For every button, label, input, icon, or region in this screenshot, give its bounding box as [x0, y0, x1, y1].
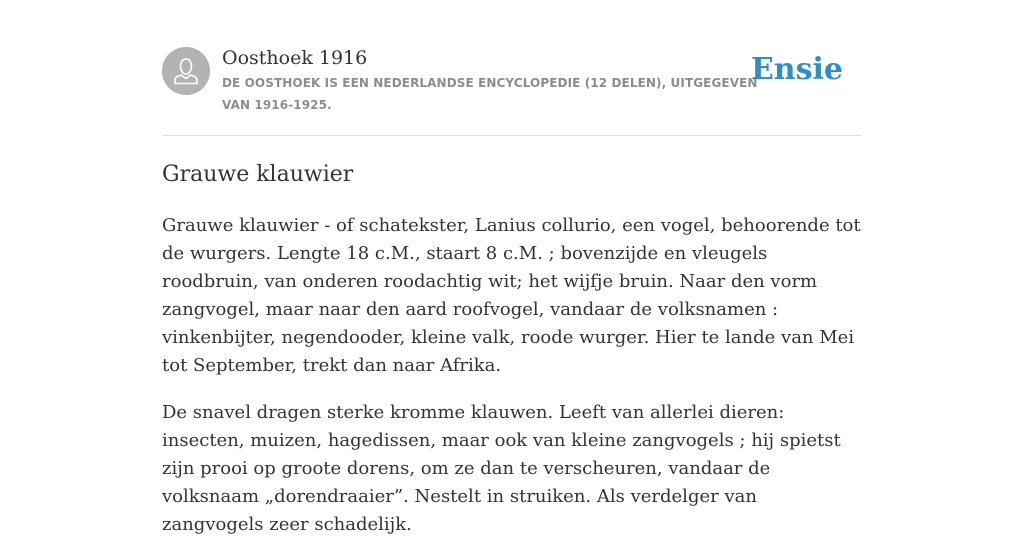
source-description: DE OOSTHOEK IS EEN NEDERLANDSE ENCYCLOPEDIE (12 DELEN), UITGEGEVEN VAN 1916-1925. — [222, 76, 758, 112]
entry-title: Grauwe klauwier — [162, 162, 354, 187]
divider — [162, 135, 862, 136]
entry-paragraph: De snavel dragen sterke kromme klauwen. Leeft van allerlei dieren: insecten, muizen, hagedissen, maar ook van kleine zangvogels ; hij spietst zijn prooi op groote dorens, om ze dan te verscheuren, vandaar de volksnaam „dorendraaier”. Nestelt in struiken. Als verdelger van zangvogels zeer schadelijk. — [162, 402, 841, 535]
entry-body — [162, 212, 862, 558]
user-icon — [162, 47, 210, 95]
entry-paragraph: Grauwe klauwier - of schatekster, Lanius collurio, een vogel, behoorende tot de wurgers. Lengte 18 c.M., staart 8 c.M. ; bovenzijde en vleugels roodbruin, van onderen roodachtig wit; het wijfje bruin. Naar den vorm zangvogel, maar naar den aard roofvogel, vandaar de volksnamen : vinkenbijter, negendooder, kleine valk, roode wurger. Hier te lande van Mei tot September, trekt dan naar Afrika. — [162, 215, 861, 376]
source-header — [162, 44, 862, 124]
avatar[interactable] — [162, 47, 210, 95]
source-title[interactable]: Oosthoek 1916 — [222, 47, 368, 69]
ensie-logo[interactable]: Ensie — [750, 52, 843, 87]
